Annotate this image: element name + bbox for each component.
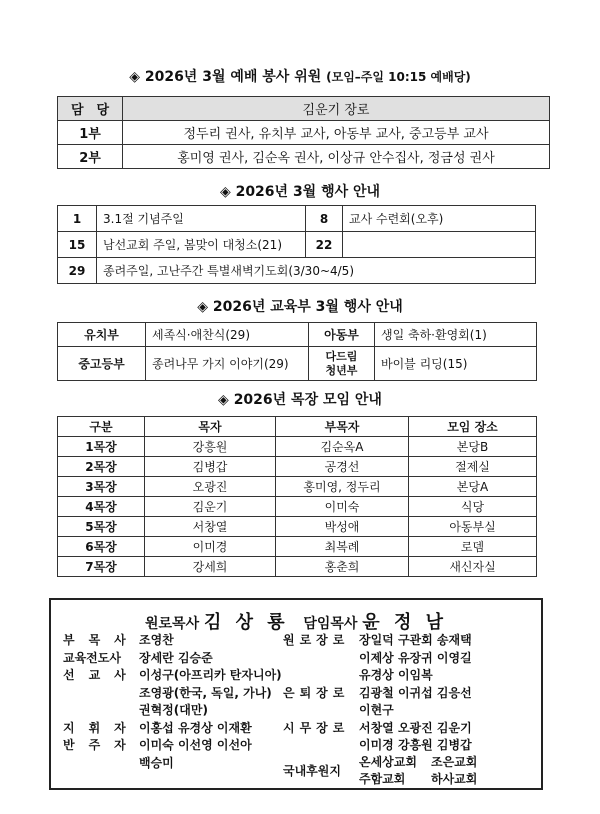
education-table <box>57 322 537 381</box>
staff-names: 이현구 <box>359 703 394 717</box>
staff-row <box>63 702 282 720</box>
cell: 로뎀 <box>409 537 537 557</box>
cell: 이미경 <box>145 537 276 557</box>
cell: 오광진 <box>145 477 276 497</box>
senior-label: 담임목사 <box>303 616 358 632</box>
emeritus-label: 원로목사 <box>145 616 200 632</box>
staff-names: 장일덕 구관회 송재택 <box>359 633 472 647</box>
events-table <box>57 205 536 284</box>
cell: 5목장 <box>58 517 145 537</box>
table-row <box>58 457 537 477</box>
cell: 홍춘희 <box>276 557 409 577</box>
staff-role: 교육전도사 <box>63 650 121 665</box>
cell: 식당 <box>409 497 537 517</box>
cell <box>343 232 536 258</box>
cell: 세족식·애찬식(29) <box>146 323 309 347</box>
staff-role: 은퇴장로 <box>283 685 350 700</box>
cell: 이미숙 <box>276 497 409 517</box>
staff-row <box>63 737 282 755</box>
cell: 김운기 장로 <box>123 97 550 121</box>
staff-names: 이미경 강흥원 김병갑 <box>359 738 472 752</box>
staff-role: 부목사 <box>63 633 140 647</box>
cell: 절제실 <box>409 457 537 477</box>
senior-name: 윤 정 남 <box>362 612 447 633</box>
supporters-label: 국내후원지 <box>283 764 341 778</box>
emeritus-name: 김 상 룡 <box>203 612 289 633</box>
staff-names: 이홍섭 유경상 이재환 <box>139 720 252 735</box>
cell: 15 <box>58 232 97 258</box>
staff-row <box>63 632 282 650</box>
staff-names: 조영찬 <box>139 633 174 647</box>
staff-row <box>283 650 472 668</box>
cell: 종려나무 가지 이야기(29) <box>146 347 309 381</box>
staff-row <box>283 737 472 755</box>
cell: 새신자실 <box>409 557 537 577</box>
cell: 정두리 권사, 유치부 교사, 아동부 교사, 중고등부 교사 <box>123 121 550 145</box>
cell: 6목장 <box>58 537 145 557</box>
cell: 홍미영, 정두리 <box>276 477 409 497</box>
staff-box <box>49 598 543 790</box>
cell: 서창열 <box>145 517 276 537</box>
header-cell: 부목자 <box>276 417 409 437</box>
staff-row <box>63 650 282 668</box>
cell: 1부 <box>58 121 123 145</box>
staff-names: 이제상 유장귀 이영길 <box>359 650 472 665</box>
cell: 본당A <box>409 477 537 497</box>
cell: 생일 축하·환영회(1) <box>375 323 537 347</box>
staff-right-column <box>283 632 472 755</box>
staff-names: 이성구(아프리카 탄자니아) <box>139 668 282 682</box>
cell: 남선교회 주일, 봄맞이 대청소(21) <box>97 232 306 258</box>
staff-left-column <box>63 632 282 772</box>
cell: 8 <box>306 206 343 232</box>
table-row <box>58 517 537 537</box>
cell: 7목장 <box>58 557 145 577</box>
groups-title: ◈ 2026년 목장 모임 안내 <box>218 392 382 408</box>
cell: 박성애 <box>276 517 409 537</box>
table-row <box>58 497 537 517</box>
events-title: ◈ 2026년 3월 행사 안내 <box>219 184 381 200</box>
staff-role: 반주자 <box>63 738 140 752</box>
table-row <box>58 537 537 557</box>
staff-role: 선교사 <box>63 668 140 682</box>
staff-names: 백승미 <box>139 755 174 770</box>
header-cell: 모임 장소 <box>409 417 537 437</box>
pastors-heading <box>51 608 541 634</box>
cell: 다드림 청년부 <box>309 347 375 381</box>
cell: 강세희 <box>145 557 276 577</box>
table-row <box>58 477 537 497</box>
worship-title-text: ◈ 2026년 3월 예배 봉사 위원 <box>129 69 322 85</box>
cell: 아동부 <box>309 323 375 347</box>
cell: 3.1절 기념주일 <box>97 206 306 232</box>
supporter: 조은교회 <box>431 755 478 769</box>
staff-row <box>63 667 282 685</box>
cell: 본당B <box>409 437 537 457</box>
cell: 1목장 <box>58 437 145 457</box>
header-cell: 구분 <box>58 417 145 437</box>
groups-table <box>57 416 537 577</box>
cell: 아동부실 <box>409 517 537 537</box>
staff-names: 조영광(한국, 독일, 가나) <box>139 685 272 700</box>
education-title: ◈ 2026년 교육부 3월 행사 안내 <box>197 299 403 315</box>
staff-names: 장세란 김승준 <box>139 650 213 665</box>
staff-role: 시무장로 <box>283 720 350 735</box>
table-row <box>58 557 537 577</box>
worship-subtitle: (모임–주일 10:15 예배당) <box>326 70 471 84</box>
staff-names: 이미숙 이선영 이선아 <box>139 738 252 752</box>
staff-row <box>283 720 472 738</box>
cell: 22 <box>306 232 343 258</box>
staff-names: 서창열 오광진 김운기 <box>359 720 472 735</box>
staff-role: 원로장로 <box>283 633 350 647</box>
cell: 유치부 <box>58 323 146 347</box>
staff-row <box>63 755 282 773</box>
cell: 2부 <box>58 145 123 169</box>
cell: 중고등부 <box>58 347 146 381</box>
worship-table <box>57 96 550 169</box>
worship-title <box>0 66 600 86</box>
cell: 종려주일, 고난주간 특별새벽기도회(3/30~4/5) <box>97 258 536 284</box>
staff-names: 김광철 이귀섭 김응선 <box>359 685 472 700</box>
cell: 최복례 <box>276 537 409 557</box>
supporter: 온세상교회 <box>359 755 417 769</box>
cell: 홍미영 권사, 김순옥 권사, 이상규 안수집사, 정금성 권사 <box>123 145 550 169</box>
cell: 김순옥A <box>276 437 409 457</box>
staff-role: 지휘자 <box>63 720 140 735</box>
cell: 바이블 리딩(15) <box>375 347 537 381</box>
table-row <box>58 437 537 457</box>
staff-row <box>283 702 472 720</box>
cell: 강흥원 <box>145 437 276 457</box>
cell: 담 당 <box>58 97 123 121</box>
staff-row <box>283 667 472 685</box>
cell: 2목장 <box>58 457 145 477</box>
cell: 4목장 <box>58 497 145 517</box>
staff-row <box>63 685 282 703</box>
staff-row <box>283 632 472 650</box>
header-cell: 목자 <box>145 417 276 437</box>
cell: 1 <box>58 206 97 232</box>
supporter: 주함교회 <box>359 772 406 786</box>
cell: 공경선 <box>276 457 409 477</box>
staff-names: 권혁정(대만) <box>139 703 208 717</box>
cell: 김병갑 <box>145 457 276 477</box>
staff-row <box>283 685 472 703</box>
cell: 3목장 <box>58 477 145 497</box>
staff-names: 유경상 이임복 <box>359 668 433 682</box>
cell: 29 <box>58 258 97 284</box>
cell: 김운기 <box>145 497 276 517</box>
staff-row <box>63 720 282 738</box>
supporter: 하사교회 <box>431 772 478 786</box>
cell: 교사 수련회(오후) <box>343 206 536 232</box>
